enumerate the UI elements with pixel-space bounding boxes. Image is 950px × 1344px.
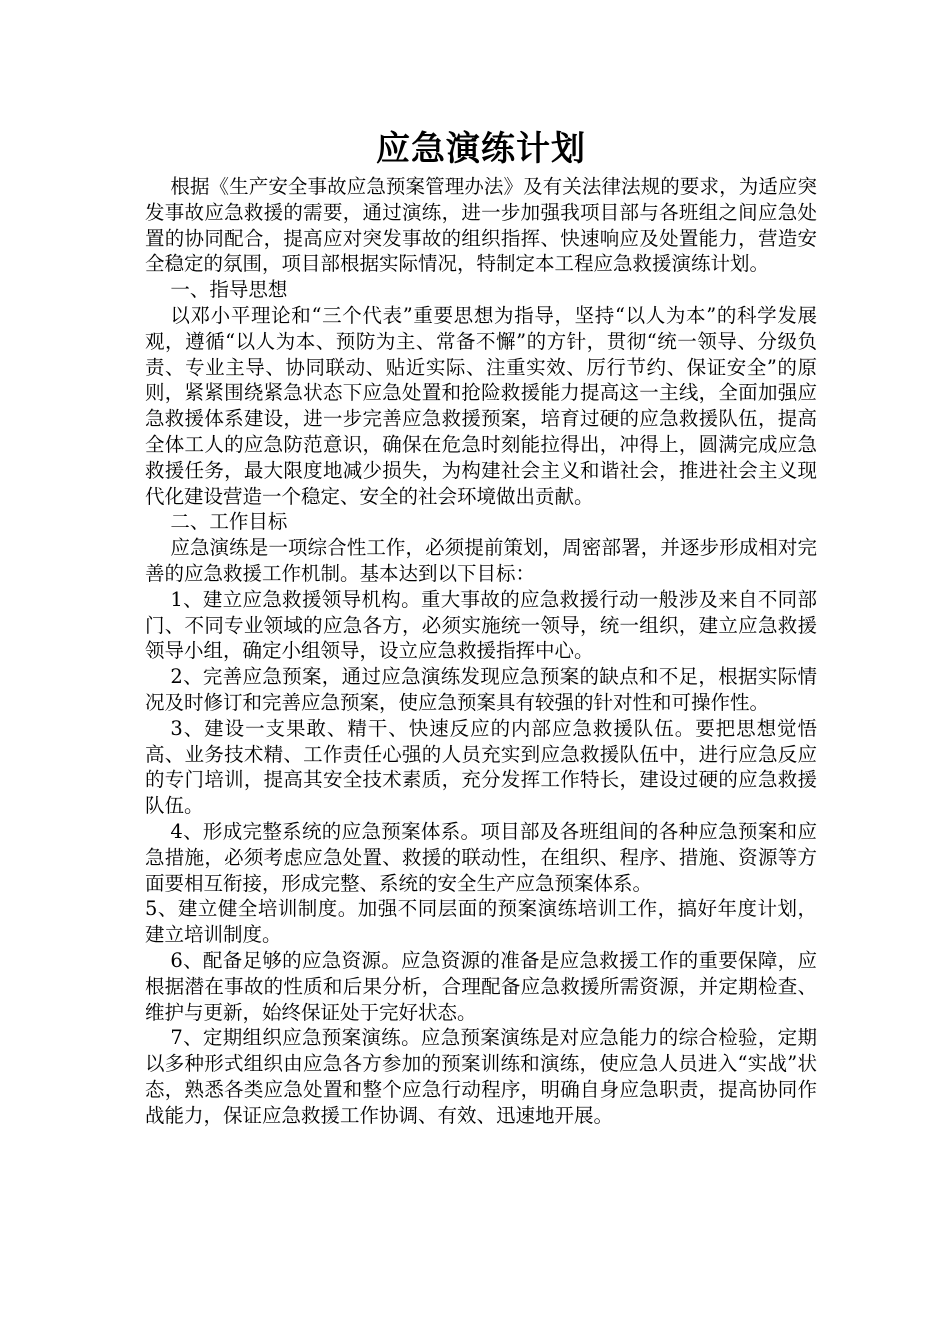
intro-paragraph: 根据《生产安全事故应急预案管理办法》及有关法律法规的要求，为适应突发事故应急救援的需要，通过演练，进一步加强我项目部与各班组之间应急处置的协同配合，提高应对突发事故的组织指挥、快速响应及处置能力，营造安全稳定的氛围，项目部根据实际情况，特制定本工程应急救援演练计划。	[145, 175, 817, 276]
section-heading-guiding-ideology: 一、指导思想	[170, 278, 288, 302]
goal-item-5: 5、建立健全培训制度。加强不同层面的预案演练培训工作，搞好年度计划，建立培训制度。	[145, 897, 817, 947]
document-page	[145, 126, 817, 1128]
goal-item-7: 7、定期组织应急预案演练。应急预案演练是对应急能力的综合检验，定期以多种形式组织由应急各方参加的预案训练和演练，使应急人员进入“实战”状态，熟悉各类应急处置和整个应急行动程序，明确自身应急职责，提高协同作战能力，保证应急救援工作协调、有效、迅速地开展。	[145, 1026, 817, 1127]
goal-item-2: 2、完善应急预案，通过应急演练发现应急预案的缺点和不足，根据实际情况及时修订和完善应急预案，使应急预案具有较强的针对性和可操作性。	[145, 665, 817, 714]
goal-item-6: 6、配备足够的应急资源。应急资源的准备是应急救援工作的重要保障，应根据潜在事故的性质和后果分析，合理配备应急救援所需资源，并定期检查、维护与更新，始终保证处于完好状态。	[145, 948, 817, 1024]
goal-item-4: 4、形成完整系统的应急预案体系。项目部及各班组间的各种应急预案和应急措施，必须考虑应急处置、救援的联动性，在组织、程序、措施、资源等方面要相互衔接，形成完整、系统的安全生产应急预案体系。	[145, 819, 817, 895]
goal-item-3: 3、建设一支果敢、精干、快速反应的内部应急救援队伍。要把思想觉悟高、业务技术精、工作责任心强的人员充实到应急救援队伍中，进行应急反应的专门培训，提高其安全技术素质，充分发挥工作特长，建设过硬的应急救援队伍。	[145, 716, 817, 818]
document-title: 应急演练计划	[376, 129, 586, 169]
goal-item-1: 1、建立应急救援领导机构。重大事故的应急救援行动一般涉及来自不同部门、不同专业领域的应急各方，必须实施统一领导，统一组织，建立应急救援领导小组，确定小组领导，设立应急救援指挥中心。	[145, 587, 817, 663]
section-heading-work-goals: 二、工作目标	[170, 510, 288, 534]
work-goals-paragraph: 应急演练是一项综合性工作，必须提前策划，周密部署，并逐步形成相对完善的应急救援工作机制。基本达到以下目标：	[145, 536, 817, 585]
guiding-ideology-paragraph: 以邓小平理论和“三个代表”重要思想为指导，坚持“以人为本”的科学发展观，遵循“以人为本、预防为主、常备不懈”的方针，贯彻“统一领导、分级负责、专业主导、协同联动、贴近实际、注重实效、厉行节约、保证安全”的原则，紧紧围绕紧急状态下应急处置和抢险救援能力提高这一主线，全面加强应急救援体系建设，进一步完善应急救援预案，培育过硬的应急救援队伍，提高全体工人的应急防范意识，确保在危急时刻能拉得出，冲得上，圆满完成应急救援任务，最大限度地减少损失，为构建社会主义和谐社会，推进社会主义现代化建设营造一个稳定、安全的社会环境做出贡献。	[145, 303, 817, 508]
